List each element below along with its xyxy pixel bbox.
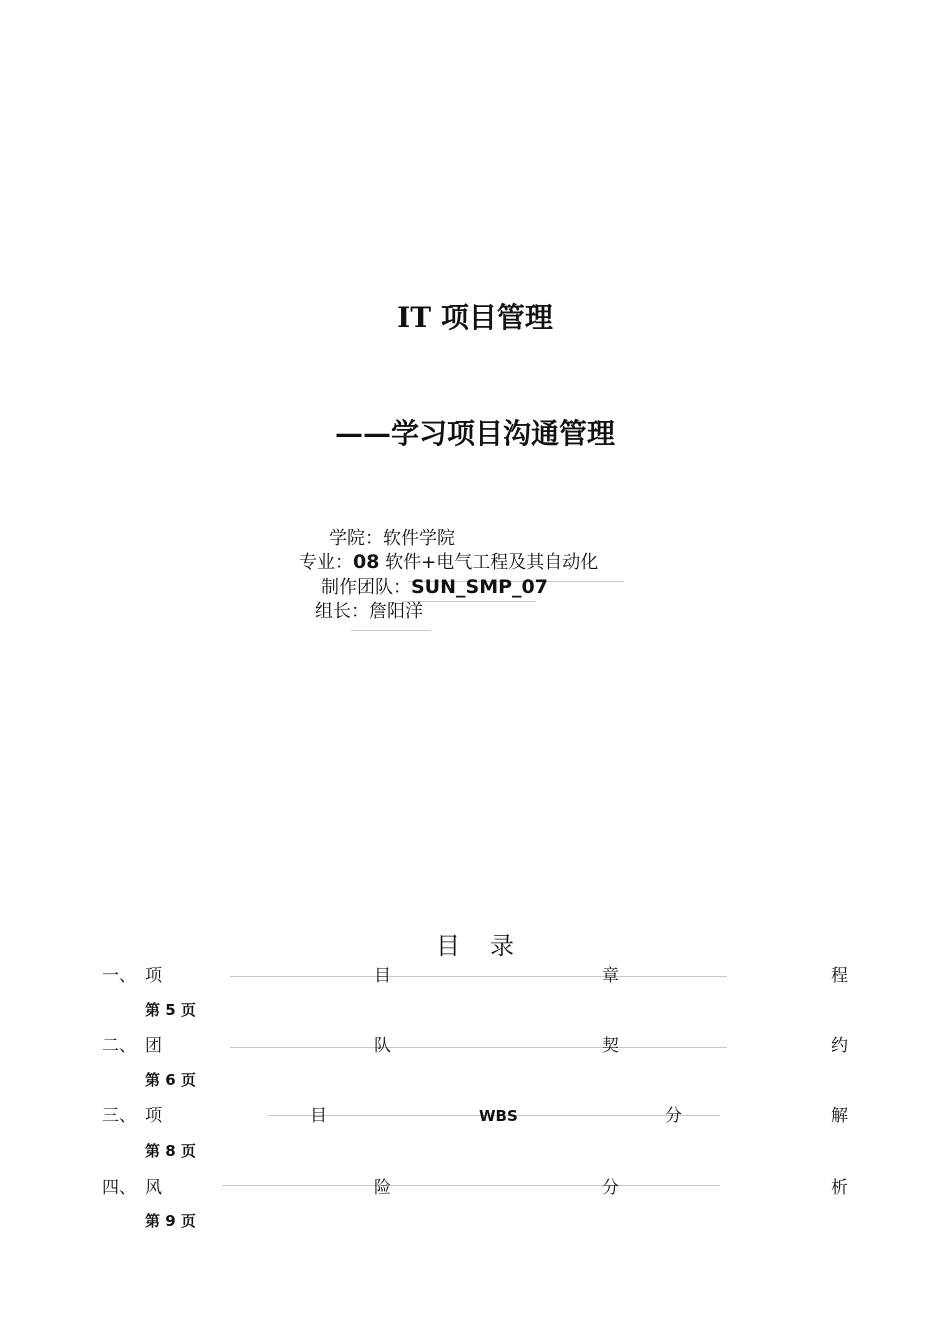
major-value: 软件+电气工程及其自动化 <box>385 552 599 573</box>
toc-item-char: 分 <box>602 1178 619 1198</box>
team-label: 制作团队： <box>321 577 411 598</box>
toc-item-page: 第 6 页 <box>145 1071 196 1089</box>
toc-item-char: 契 <box>602 1036 619 1056</box>
toc-item-char: 约 <box>831 1036 848 1056</box>
college-line <box>329 527 455 551</box>
toc-item[interactable] <box>102 1176 849 1200</box>
toc-item[interactable] <box>102 964 849 988</box>
college-label: 学院： <box>329 528 383 549</box>
toc-item-char: 解 <box>831 1106 848 1126</box>
toc-item-char: WBS <box>479 1107 518 1125</box>
major-year: 08 <box>353 551 380 573</box>
leader-value: 詹阳洋 <box>369 601 423 622</box>
toc-item[interactable] <box>102 1034 849 1058</box>
toc-item-char: 目 <box>374 966 391 986</box>
document-title: IT 项目管理 <box>397 301 553 334</box>
toc-item-char: 析 <box>831 1178 848 1198</box>
leader-line <box>315 600 423 624</box>
toc-item-number: 一、 <box>102 966 136 986</box>
document-subtitle: ——学习项目沟通管理 <box>334 417 615 450</box>
underline <box>351 630 431 631</box>
toc-item-number: 三、 <box>102 1106 136 1126</box>
toc-item-char: 程 <box>831 966 848 986</box>
toc-item-char: 项 <box>145 1106 162 1126</box>
major-line <box>299 550 598 575</box>
toc-item-char: 章 <box>602 966 619 986</box>
team-value: SUN_SMP_07 <box>411 576 548 598</box>
college-value: 软件学院 <box>383 528 455 549</box>
toc-item-char: 项 <box>145 966 162 986</box>
toc-item-char: 目 <box>310 1106 327 1126</box>
toc-item-char: 队 <box>374 1036 391 1056</box>
toc-item-char: 分 <box>665 1106 682 1126</box>
leader-label: 组长： <box>315 601 369 622</box>
toc-item-page: 第 9 页 <box>145 1212 196 1230</box>
major-label: 专业： <box>299 552 353 573</box>
team-line <box>321 575 548 600</box>
toc-item-number: 二、 <box>102 1036 136 1056</box>
toc-item-number: 四、 <box>102 1178 136 1198</box>
toc-item-char: 团 <box>145 1036 162 1056</box>
toc-item-page: 第 8 页 <box>145 1142 196 1160</box>
toc-item-page: 第 5 页 <box>145 1001 196 1019</box>
toc-title: 目录 <box>436 932 544 960</box>
toc-item-char: 风 <box>145 1178 162 1198</box>
toc-item-char: 险 <box>374 1178 391 1198</box>
toc-item[interactable] <box>102 1104 849 1128</box>
